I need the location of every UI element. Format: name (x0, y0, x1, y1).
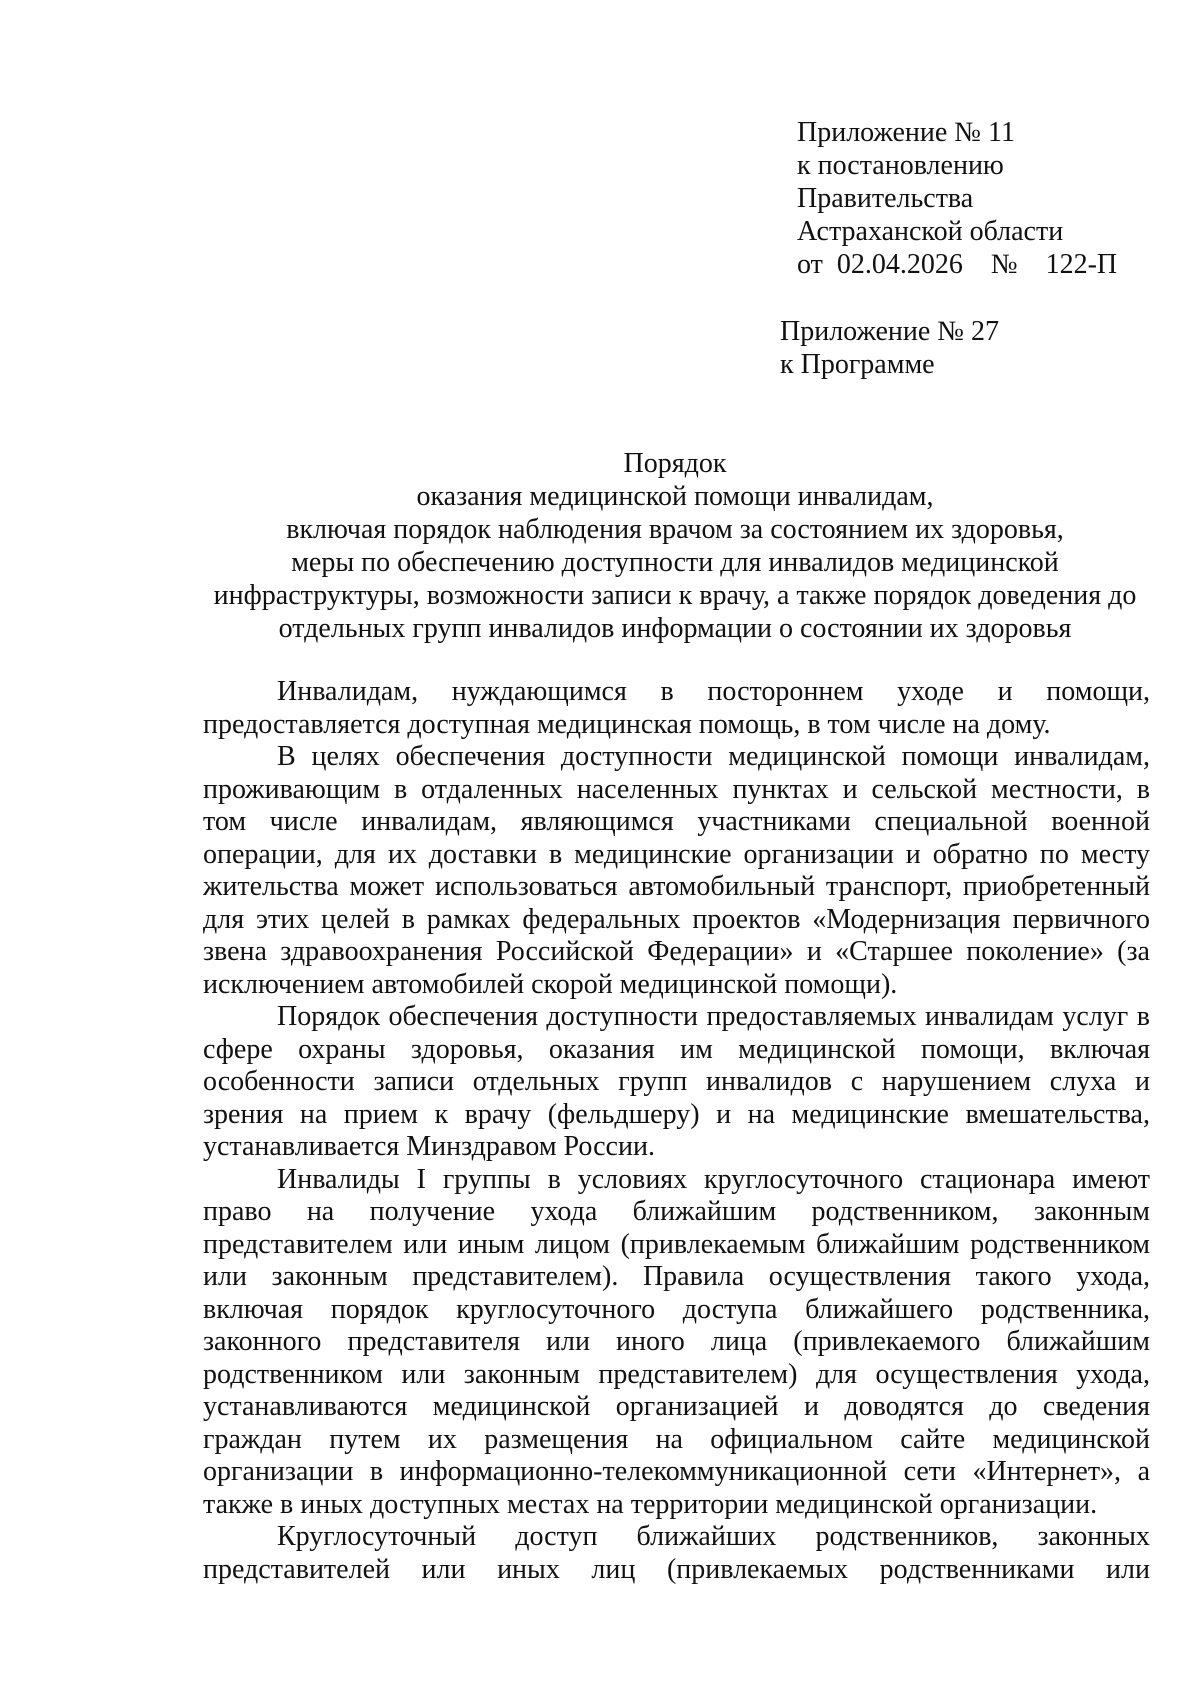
title-line: включая порядок наблюдения врачом за состоянием их здоровья, (286, 514, 1064, 545)
title-line: оказания медицинской помощи инвалидам, (416, 481, 934, 512)
body-line: особенности записи отдельных групп инвалидов с нарушением слуха и (203, 1066, 1150, 1097)
body-line: В целях обеспечения доступности медицинской помощи инвалидам, (277, 741, 1150, 772)
body-line: представителем или иным лицом (привлекаемым ближайшим родственником (203, 1228, 1150, 1260)
annex-27-line: Приложение № 27 (780, 316, 999, 347)
body-line: Круглосуточный доступ ближайших родственников, законных (277, 1521, 1150, 1552)
annex-27-line: к Программе (780, 349, 935, 380)
body-line: проживающим в отдаленных населенных пунктах и сельской местности, в (203, 773, 1150, 805)
annex-11-line: к постановлению (797, 150, 1004, 181)
title-line: меры по обеспечению доступности для инвалидов медицинской (291, 547, 1059, 578)
annex-11-header (797, 116, 1117, 281)
body-line: устанавливается Минздравом России. (203, 1131, 655, 1162)
body-line: устанавливаются медицинской организацией и доводятся до сведения (203, 1391, 1150, 1422)
body-line: зрения на прием к врачу (фельдшеру) и на медицинские вмешательства, (203, 1098, 1150, 1130)
body-line: жительства может использоваться автомобильный транспорт, приобретенный (203, 871, 1150, 902)
annex-11-date-number: от 02.04.2026 № 122-П (797, 249, 1118, 280)
title-line: Порядок (623, 448, 727, 479)
body-line: организации в информационно-телекоммуникационной сети «Интернет», а (203, 1456, 1150, 1487)
document-title (200, 447, 1150, 645)
annex-11-line: Астраханской области (797, 216, 1064, 247)
annex-27-header (780, 315, 999, 381)
body-line: или законным представителем). Правила осуществления такого ухода, (203, 1261, 1150, 1292)
body-line: Инвалиды I группы в условиях круглосуточного стационара имеют (277, 1163, 1150, 1195)
annex-11-line: Правительства (797, 183, 974, 214)
document-body (203, 676, 1150, 1586)
body-line: Инвалидам, нуждающимся в постороннем уходе и помощи, (277, 676, 1150, 707)
body-line: граждан путем их размещения на официальном сайте медицинской (203, 1423, 1150, 1455)
body-line: сфере охраны здоровья, оказания им медицинской помощи, включая (203, 1033, 1150, 1065)
title-line: инфраструктуры, возможности записи к врачу, а также порядок доведения до (213, 580, 1137, 611)
body-line: родственником или законным представителем) для осуществления ухода, (203, 1358, 1150, 1390)
body-line: представителей или иных лиц (привлекаемых родственниками или (203, 1553, 1150, 1585)
annex-11-line: Приложение № 11 (797, 117, 1015, 148)
body-line: операции, для их доставки в медицинские организации и обратно по месту (203, 838, 1150, 870)
body-line: Порядок обеспечения доступности предоставляемых инвалидам услуг в (277, 1001, 1150, 1032)
body-line: включая порядок круглосуточного доступа ближайшего родственника, (203, 1293, 1150, 1325)
body-line: предоставляется доступная медицинская помощь, в том числе на дому. (203, 708, 1051, 740)
body-line: также в иных доступных местах на территории медицинской организации. (203, 1488, 1098, 1520)
body-line: исключением автомобилей скорой медицинской помощи). (203, 968, 898, 1000)
body-line: том числе инвалидам, являющимся участниками специальной военной (203, 806, 1150, 837)
body-line: звена здравоохранения Российской Федерации» и «Старшее поколение» (за (203, 936, 1150, 967)
body-line: для этих целей в рамках федеральных проектов «Модернизация первичного (203, 903, 1150, 935)
body-line: законного представителя или иного лица (привлекаемого ближайшим (203, 1326, 1150, 1357)
title-line: отдельных групп инвалидов информации о состоянии их здоровья (278, 613, 1072, 644)
body-line: право на получение ухода ближайшим родственником, законным (203, 1196, 1150, 1227)
